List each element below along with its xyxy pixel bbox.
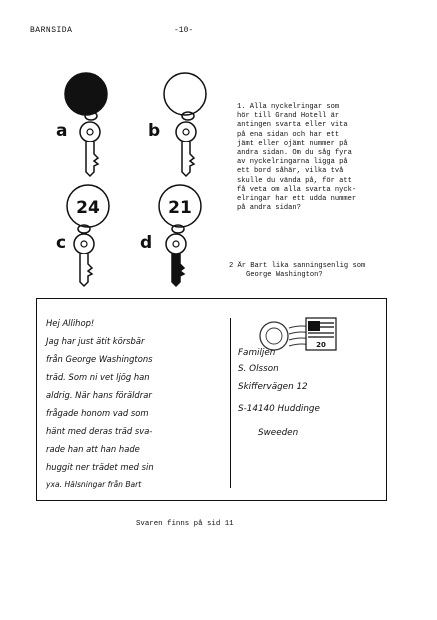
key-illustrations (38, 68, 228, 288)
key-letter-b: b (148, 121, 161, 141)
address-line: S. Olsson (238, 364, 279, 374)
key-a-icon (65, 73, 107, 176)
postcard-message-line: Hej Allihop! (46, 318, 95, 328)
answers-footer: Svaren finns på sid 11 (136, 520, 234, 528)
postcard-divider (230, 318, 231, 488)
key-letter-a: a (56, 121, 68, 141)
address-line: Sweeden (258, 428, 299, 438)
key-c-number: 24 (76, 198, 100, 218)
postcard-message-line: Jag har just ätit körsbär (46, 336, 145, 346)
section-header: BARNSIDA (30, 26, 73, 35)
postcard-message-line: hänt med deras träd sva- (46, 426, 153, 436)
question-2-text: 2 Är Bart lika sanningsenlig som George Washington? (229, 262, 366, 280)
postcard-message-line: frågade honom vad som (46, 408, 149, 418)
postcard-message-line: aldrig. När hans föräldrar (46, 390, 152, 400)
question-1-text: 1. Alla nyckelringar som hör till Grand Hotell är antingen svarta eller vita på ena sidan och har ett jämt eller ojämt nummer på andra sidan. Om du såg fyra av nyckelringarna ligga på ett bord såhär, vilka två skulle du vända på, för att få veta om alla svarta nyck- elringar har ett udda nummer på andra sidan? (237, 103, 357, 213)
key-letter-c: c (56, 233, 67, 253)
key-letter-d: d (140, 233, 153, 253)
postcard-message-line: rade han att han hade (46, 444, 140, 454)
postcard-message-line: huggit ner trädet med sin (46, 462, 154, 472)
address-line: S-14140 Huddinge (238, 404, 320, 414)
postcard-message-line: från George Washingtons (46, 354, 153, 364)
key-b-icon (164, 73, 206, 176)
stamp-value: 20 (316, 341, 326, 349)
page-number: -10- (174, 26, 194, 35)
address-line: Skiffervägen 12 (238, 382, 308, 392)
flag-stamp-icon (306, 318, 336, 350)
key-c-icon (67, 185, 109, 286)
key-d-icon (159, 185, 201, 286)
address-line: Familjen (238, 348, 276, 358)
postcard-message-line: träd. Som ni vet ljög han (46, 372, 150, 382)
postcard-message-line: yxa. Hälsningar från Bart (46, 480, 142, 489)
key-d-number: 21 (168, 198, 192, 218)
